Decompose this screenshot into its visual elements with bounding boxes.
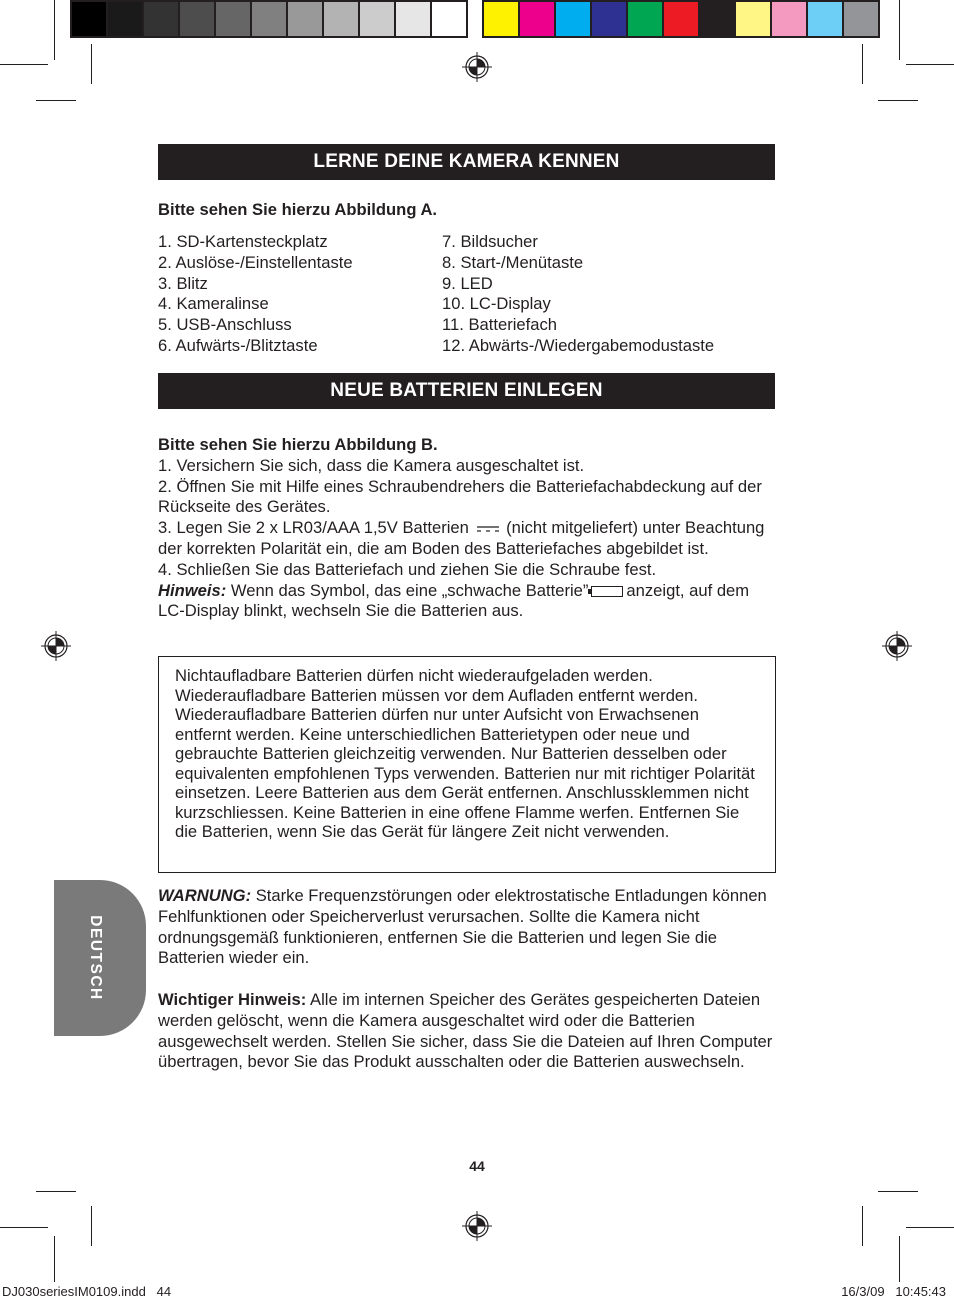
section1-subtitle: Bitte sehen Sie hierzu Abbildung A. bbox=[158, 200, 438, 219]
parts-list-item: 12. Abwärts-/Wiedergabemodustaste bbox=[442, 335, 715, 355]
warning-paragraph bbox=[158, 886, 778, 969]
section2-subtitle: Bitte sehen Sie hierzu Abbildung B. bbox=[158, 435, 438, 454]
section-header-batteries: NEUE BATTERIEN EINLEGEN bbox=[158, 373, 775, 409]
parts-list-item: 8. Start-/Menütaste bbox=[442, 252, 584, 272]
page-number: 44 bbox=[469, 1158, 485, 1174]
grayscale-swatch bbox=[288, 2, 322, 36]
grayscale-swatch bbox=[324, 2, 358, 36]
parts-list-left bbox=[158, 232, 353, 357]
language-tab-label: DEUTSCH bbox=[87, 915, 104, 1001]
parts-list-item: 4. Kameralinse bbox=[158, 294, 269, 314]
registration-target-icon bbox=[462, 52, 492, 82]
hint-label: Hinweis: bbox=[158, 580, 227, 600]
warning-text: Starke Frequenzstörungen oder elektrostatische Entladungen können Fehlfunktionen oder Speicherverlust verursachen. Sollte die Kamera nicht ordnungsgemäß funktionieren, entfernen Sie die Batterien und legen Sie die Batterien wieder ein. bbox=[158, 886, 767, 968]
important-label: Wichtiger Hinweis: bbox=[158, 990, 307, 1009]
crop-mark bbox=[0, 64, 48, 65]
parts-list-right bbox=[442, 232, 714, 357]
process-swatch bbox=[664, 2, 698, 36]
low-battery-icon bbox=[591, 586, 623, 597]
hint-text-b: anzeigt, auf dem LC-Display blinkt, wechseln Sie die Batterien aus. bbox=[158, 580, 750, 621]
crop-mark bbox=[54, 1236, 55, 1282]
registration-target-icon bbox=[462, 1211, 492, 1241]
crop-mark bbox=[906, 1227, 954, 1228]
footer-filename: DJ030seriesIM0109.indd 44 bbox=[2, 1284, 172, 1299]
crop-mark bbox=[54, 0, 55, 60]
grayscale-swatch bbox=[252, 2, 286, 36]
grayscale-swatch bbox=[180, 2, 214, 36]
crop-mark bbox=[878, 100, 918, 101]
crop-mark bbox=[36, 100, 76, 101]
process-swatch bbox=[556, 2, 590, 36]
crop-mark bbox=[899, 1236, 900, 1282]
process-swatch bbox=[700, 2, 734, 36]
crop-mark bbox=[0, 1227, 48, 1228]
process-swatch bbox=[844, 2, 878, 36]
parts-list-item: 11. Batteriefach bbox=[442, 315, 557, 335]
process-swatch bbox=[484, 2, 518, 36]
process-swatch bbox=[520, 2, 554, 36]
registration-target-icon bbox=[41, 631, 71, 661]
parts-list-item: 6. Aufwärts-/Blitztaste bbox=[158, 335, 318, 355]
grayscale-swatch bbox=[108, 2, 142, 36]
process-swatch bbox=[808, 2, 842, 36]
crop-mark bbox=[91, 44, 92, 84]
crop-mark bbox=[36, 1191, 76, 1192]
grayscale-swatch bbox=[360, 2, 394, 36]
process-swatch bbox=[736, 2, 770, 36]
process-color-bar bbox=[482, 0, 880, 38]
parts-list-item: 5. USB-Anschluss bbox=[158, 315, 292, 335]
crop-mark bbox=[862, 1206, 863, 1246]
important-text: Alle im internen Speicher des Gerätes gespeicherten Dateien werden gelöscht, wenn die Kamera ausgeschaltet wird oder die Batterien ausgewechselt werden. Stellen Sie sicher, dass Sie die Dateien auf Ihren Computer übertragen, bevor Sie das Produkt ausschalten oder die Batterien auswechseln. bbox=[158, 990, 773, 1072]
process-swatch bbox=[592, 2, 626, 36]
hint bbox=[158, 581, 778, 623]
crop-mark bbox=[906, 64, 954, 65]
grayscale-swatch bbox=[72, 2, 106, 36]
hint-text-a: Wenn das Symbol, das eine „schwache Batterie” bbox=[230, 580, 589, 600]
step-1: 1. Versichern Sie sich, dass die Kamera ausgeschaltet ist. bbox=[158, 455, 585, 475]
dc-symbol-icon bbox=[476, 524, 500, 534]
crop-mark bbox=[862, 44, 863, 84]
battery-safety-notice: Nichtaufladbare Batterien dürfen nicht wiederaufgeladen werden. Wiederaufladbare Batterien müssen vor dem Aufladen entfernt werden. Wiederaufladbare Batterien dürfen nur unter Aufsicht von Erwachsenen entfernt werden. Keine unterschiedlichen Batterietypen oder neue und gebrauchte Batterien gleichzeitig verwenden. Nur Batterien desselben oder equivalenten empfohlenen Typs verwenden. Batterien nur mit richtiger Polarität einsetzen. Leere Batterien aus dem Gerät entfernen. Anschlussklemmen nicht kurzschliessen. Keine Batterien in eine offene Flamme werfen. Entfernen Sie die Batterien, wenn Sie das Gerät für längere Zeit nicht verwenden. bbox=[158, 656, 776, 873]
section-header-camera: LERNE DEINE KAMERA KENNEN bbox=[158, 144, 775, 180]
parts-list-item: 9. LED bbox=[442, 273, 493, 293]
parts-list-item: 7. Bildsucher bbox=[442, 232, 538, 251]
footer-timestamp: 16/3/09 10:45:43 bbox=[841, 1284, 946, 1299]
step-3-text-a: 3. Legen Sie 2 x LR03/AAA 1,5V Batterien bbox=[158, 518, 469, 538]
grayscale-color-bar bbox=[70, 0, 468, 38]
crop-mark bbox=[878, 1191, 918, 1192]
crop-mark bbox=[91, 1206, 92, 1246]
registration-target-icon bbox=[882, 631, 912, 661]
parts-list-item: 10. LC-Display bbox=[442, 294, 551, 314]
important-paragraph bbox=[158, 990, 778, 1073]
step-2: 2. Öffnen Sie mit Hilfe eines Schraubendrehers die Batteriefachabdeckung auf der Rückseite des Gerätes. bbox=[158, 476, 762, 517]
process-swatch bbox=[772, 2, 806, 36]
grayscale-swatch bbox=[432, 2, 466, 36]
grayscale-swatch bbox=[144, 2, 178, 36]
parts-list-item: 2. Auslöse-/Einstellentaste bbox=[158, 252, 353, 272]
process-swatch bbox=[628, 2, 662, 36]
parts-list-item: 1. SD-Kartensteckplatz bbox=[158, 232, 328, 251]
grayscale-swatch bbox=[216, 2, 250, 36]
warning-label: WARNUNG: bbox=[158, 886, 252, 905]
grayscale-swatch bbox=[396, 2, 430, 36]
step-4: 4. Schließen Sie das Batteriefach und ziehen Sie die Schraube fest. bbox=[158, 559, 657, 579]
step-3-text-b: (nicht mitgeliefert) unter Beachtung der korrekten Polarität ein, die am Boden des Batteriefaches abgebildet ist. bbox=[158, 518, 765, 558]
step-3 bbox=[158, 518, 778, 560]
parts-list-item: 3. Blitz bbox=[158, 273, 208, 293]
crop-mark bbox=[899, 0, 900, 60]
battery-instructions bbox=[158, 435, 778, 622]
